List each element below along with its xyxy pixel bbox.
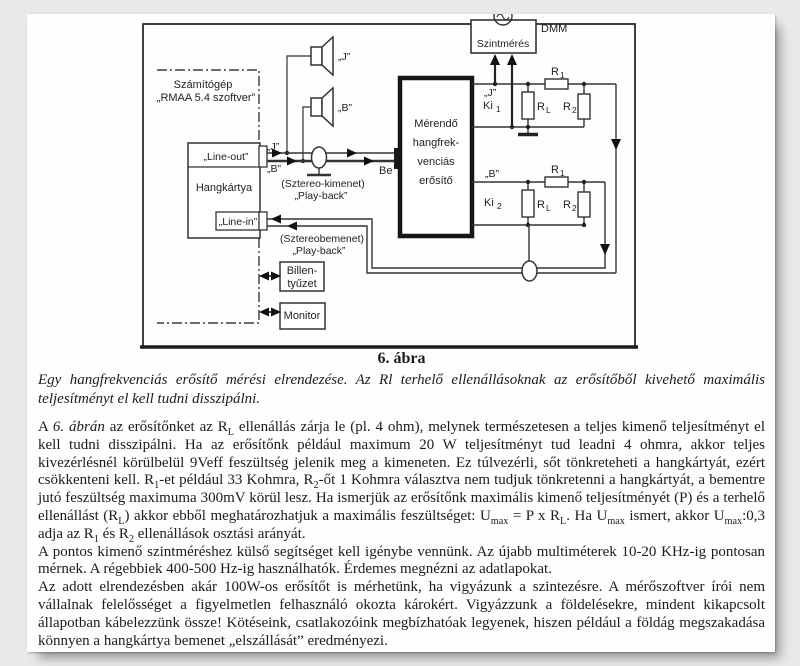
amp-label-2: hangfrek- (412, 137, 460, 149)
ch1-ki-sub: 1 (496, 104, 501, 114)
amp-label-1: Mérendő (414, 118, 458, 130)
ch2-r1-label: R (551, 164, 559, 176)
ch2-rl-label: R (537, 199, 545, 211)
ch1-r1-label: R (551, 66, 559, 78)
ch2-ki-label: Ki (484, 197, 494, 209)
jack-plug-icon (522, 261, 537, 281)
amplifier-box (400, 78, 472, 236)
line-in-label: „Line-in” (218, 216, 258, 228)
document-text-column (38, 350, 765, 650)
dmm-label: DMM (541, 23, 568, 35)
amp-label-4: erősítő (419, 175, 453, 187)
measurement-setup-diagram (27, 14, 775, 350)
soundcard-label: Hangkártya (195, 182, 253, 194)
stereo-in-line2: „Play-back” (292, 245, 346, 257)
ch2-r2-label: R (563, 199, 571, 211)
stereo-out-line1: (Sztereo-kimenet) (281, 178, 365, 190)
ch2-ki-sub: 2 (497, 201, 502, 211)
computer-label-2: „RMAA 5.4 szoftver” (156, 92, 256, 104)
paragraph-3: Az adott elrendezésben akár 100W-os erősítőt is mérhetünk, ha vigyázunk a szintezésre. A mérőszoftver írói nem vállalnak felelősséget a figyelmetlen felhasználó okozta károkért. Vigyázzunk a földelésekre, mindent kikapcsolt állapotban kábelezzünk össze! Kötéseink, csatlakozóink megbízhatóak legyenek, hiszen például a földág megszakadása könnyen a hangkártya bemenet „elszállását” eredményezi. (38, 579, 765, 649)
keyboard-label-1: Billen- (286, 265, 318, 277)
speaker-j-label: „J” (338, 51, 351, 63)
scanned-document-page (27, 14, 775, 652)
svg-text:2: 2 (572, 203, 577, 213)
body-text (38, 419, 765, 650)
computer-label-1: Számítógép (173, 79, 233, 91)
line-in-connector (259, 212, 267, 230)
amp-label-3: venciás (417, 156, 455, 168)
svg-text:1: 1 (560, 70, 565, 80)
stereo-out-line2: „Play-back” (294, 190, 348, 202)
soundcard-box (188, 143, 267, 238)
stereo-in-line1: (Sztereobemenet) (279, 233, 365, 245)
speaker-b-label: „B” (338, 102, 352, 114)
ch1-rl-label: R (537, 101, 545, 113)
amp-input-label: Be (379, 165, 393, 177)
out-j-label: „J” (267, 141, 280, 153)
figure-caption-text: Egy hangfrekvenciás erősítő mérési elrendezése. Az Rl terhelő ellenállásoknak az erősítőből kivehető maximális teljesítményt el kell tudni disszipálni. (38, 372, 765, 407)
paragraph-1: A 6. ábrán az erősítőnket az $R_L$ ellenállás zárja le (pl. 4 ohm), melynek természetesen a teljes kimenő teljesítményt el kell tudni disszipálni. Ha az erősítőnk például maximum 20 W teljesítményt tud leadni 4 ohmra, akkor teljes kivezérlésnél körülbelül 9Veff feszültség jelenik meg a kimeneten. Ez túlvezérli, sőt tönkreteheti a hangkártyát, ezért csökkenteni kell. $R_1-et$ például 33 Kohmra, $R_2-őt$ 1 Kohmra választva nem tudjuk tönkretenni a hangkártyát, a bementre jutó feszültség maximuma 300mV körül lesz. Ha ismerjük az erősítőnk maximális kimenő teljesítményét (P) és a terhelő ellenállást $(R_L)$ akkor ebből meghatározhatjuk a maximális feszültséget: $U_{max} = P$ x $R_L$. Ha $U_{max}$ ismert, akkor $U_{max}:0,3$ adja az $R_1$ és $R_2$ ellenállások osztási arányát. (38, 419, 766, 545)
monitor-label: Monitor (283, 310, 321, 322)
svg-text:1: 1 (560, 168, 565, 178)
figure-caption-number: 6. ábra (377, 350, 426, 367)
ch1-out-label: „J” (484, 87, 497, 99)
paragraph-2: A pontos kimenő szintméréshez külső segítséget kell igénybe vennünk. Az újabb multiméterek 10-20 KHz-ig pontosan mérnek. A régebbiek 400-500 Hz-ig használhatók. Érdemes megnézni az adatlapokat. (38, 543, 765, 578)
ch1-r2-label: R (563, 101, 571, 113)
svg-text:L: L (546, 105, 551, 115)
meter-label: Szintmérés (476, 38, 530, 50)
svg-text:2: 2 (572, 105, 577, 115)
keyboard-label-2: tyűzet (287, 278, 317, 290)
out-b-label: „B” (267, 163, 281, 175)
line-out-label: „Line-out” (203, 151, 249, 163)
line-out-connector (259, 146, 267, 167)
ch1-ki-label: Ki (483, 100, 493, 112)
ch2-out-label: „B” (485, 168, 499, 180)
svg-text:L: L (546, 203, 551, 213)
